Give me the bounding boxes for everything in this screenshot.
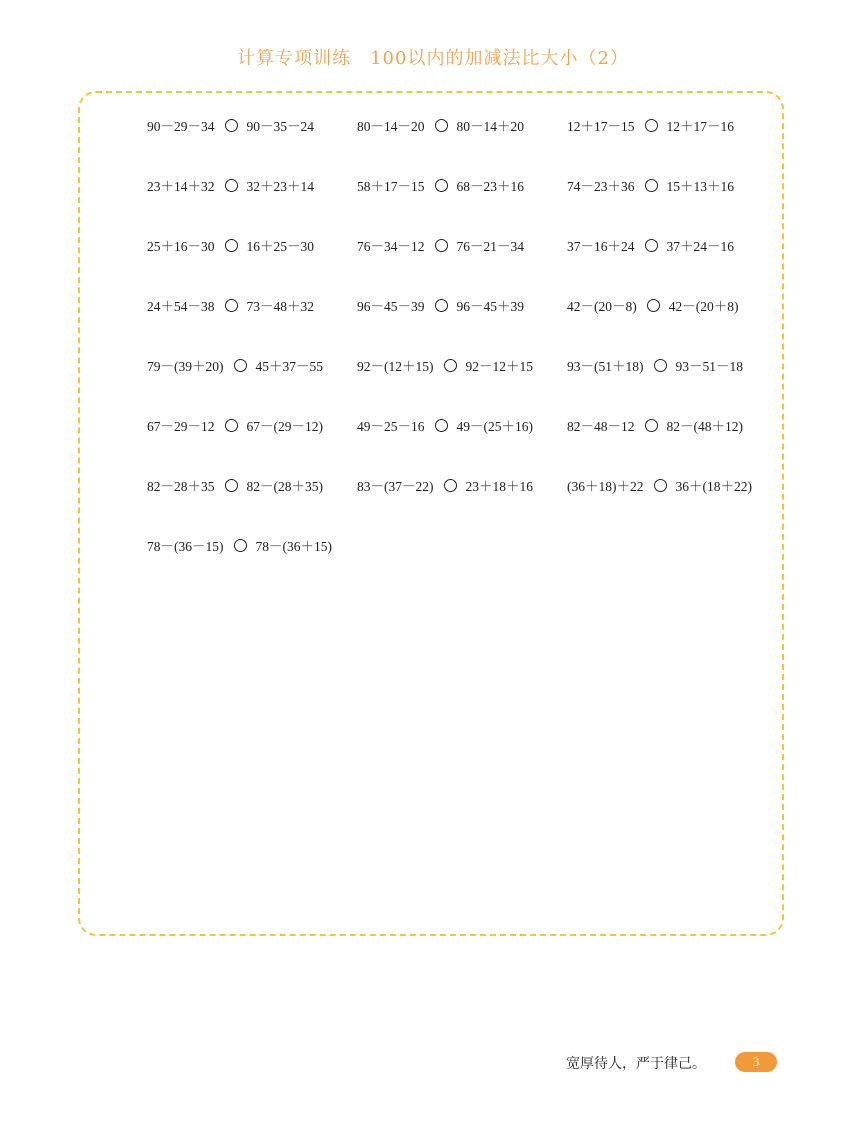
comparison-item [357, 355, 533, 375]
left-expression: 82－28＋35 [147, 479, 215, 494]
right-expression: 37＋24－16 [666, 239, 734, 254]
answer-circle[interactable] [647, 299, 660, 312]
page-title: 计算专项训练 100以内的加减法比大小（2） [237, 48, 629, 69]
left-expression: 67－29－12 [147, 419, 215, 434]
answer-circle[interactable] [435, 119, 448, 132]
left-expression: 42－(20－8) [567, 299, 637, 314]
page-number-badge: 3 [735, 1052, 777, 1072]
left-expression: 58＋17－15 [357, 179, 425, 194]
right-expression: 80－14＋20 [456, 119, 524, 134]
comparison-item [147, 295, 314, 315]
answer-circle[interactable] [225, 299, 238, 312]
answer-circle[interactable] [444, 479, 457, 492]
left-expression: 96－45－39 [357, 299, 425, 314]
left-expression: 79－(39＋20) [147, 359, 224, 374]
right-expression: 49－(25＋16) [456, 419, 533, 434]
answer-circle[interactable] [225, 419, 238, 432]
left-expression: 12＋17－15 [567, 119, 635, 134]
answer-circle[interactable] [645, 119, 658, 132]
comparison-item [147, 175, 314, 195]
left-expression: 49－25－16 [357, 419, 425, 434]
exercise-frame [78, 91, 784, 936]
left-expression: 92－(12＋15) [357, 359, 434, 374]
left-expression: (36＋18)＋22 [567, 479, 644, 494]
right-expression: 78－(36＋15) [255, 539, 332, 554]
answer-circle[interactable] [435, 239, 448, 252]
right-expression: 45＋37－55 [255, 359, 323, 374]
comparison-item [147, 415, 323, 435]
right-expression: 12＋17－16 [666, 119, 734, 134]
right-expression: 15＋13＋16 [666, 179, 734, 194]
right-expression: 32＋23＋14 [246, 179, 314, 194]
right-expression: 93－51－18 [675, 359, 743, 374]
right-expression: 82－(28＋35) [246, 479, 323, 494]
left-expression: 25＋16－30 [147, 239, 215, 254]
left-expression: 78－(36－15) [147, 539, 224, 554]
left-expression: 83－(37－22) [357, 479, 434, 494]
answer-circle[interactable] [225, 119, 238, 132]
comparison-item [567, 415, 743, 435]
right-expression: 76－21－34 [456, 239, 524, 254]
footer-motto: 宽厚待人，严于律己。 [566, 1056, 706, 1072]
left-expression: 80－14－20 [357, 119, 425, 134]
comparison-item [147, 235, 314, 255]
answer-circle[interactable] [645, 419, 658, 432]
left-expression: 93－(51＋18) [567, 359, 644, 374]
left-expression: 74－23＋36 [567, 179, 635, 194]
right-expression: 73－48＋32 [246, 299, 314, 314]
left-expression: 37－16＋24 [567, 239, 635, 254]
right-expression: 23＋18＋16 [465, 479, 533, 494]
comparison-item [357, 175, 524, 195]
comparison-item [147, 535, 332, 555]
comparison-item [357, 235, 524, 255]
left-expression: 82－48－12 [567, 419, 635, 434]
left-expression: 23＋14＋32 [147, 179, 215, 194]
right-expression: 68－23＋16 [456, 179, 524, 194]
right-expression: 92－12＋15 [465, 359, 533, 374]
comparison-item [357, 115, 524, 135]
left-expression: 90－29－34 [147, 119, 215, 134]
comparison-item [147, 115, 314, 135]
comparison-item [357, 415, 533, 435]
answer-circle[interactable] [444, 359, 457, 372]
comparison-item [567, 475, 752, 495]
right-expression: 36＋(18＋22) [675, 479, 752, 494]
comparison-item [567, 295, 739, 315]
answer-circle[interactable] [645, 179, 658, 192]
left-expression: 76－34－12 [357, 239, 425, 254]
right-expression: 96－45＋39 [456, 299, 524, 314]
comparison-item [567, 115, 734, 135]
comparison-item [357, 295, 524, 315]
right-expression: 16＋25－30 [246, 239, 314, 254]
right-expression: 67－(29－12) [246, 419, 323, 434]
answer-circle[interactable] [435, 419, 448, 432]
answer-circle[interactable] [234, 359, 247, 372]
answer-circle[interactable] [234, 539, 247, 552]
answer-circle[interactable] [225, 479, 238, 492]
answer-circle[interactable] [435, 299, 448, 312]
right-expression: 82－(48＋12) [666, 419, 743, 434]
comparison-item [567, 175, 734, 195]
comparison-item [147, 355, 323, 375]
answer-circle[interactable] [645, 239, 658, 252]
answer-circle[interactable] [654, 479, 667, 492]
right-expression: 42－(20＋8) [668, 299, 739, 314]
right-expression: 90－35－24 [246, 119, 314, 134]
answer-circle[interactable] [225, 239, 238, 252]
answer-circle[interactable] [435, 179, 448, 192]
answer-circle[interactable] [225, 179, 238, 192]
comparison-item [357, 475, 533, 495]
comparison-item [567, 355, 743, 375]
comparison-item [147, 475, 323, 495]
comparison-item [567, 235, 734, 255]
answer-circle[interactable] [654, 359, 667, 372]
left-expression: 24＋54－38 [147, 299, 215, 314]
